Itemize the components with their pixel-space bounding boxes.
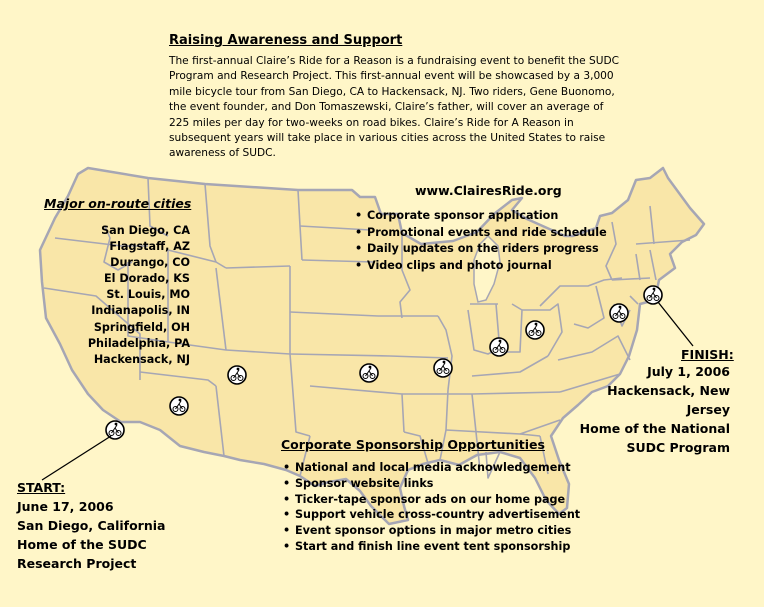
website-feature-label: Video clips and photo journal [367, 258, 552, 272]
corporate-item [283, 539, 580, 555]
website-feature-item [355, 258, 607, 275]
corporate-item [283, 492, 580, 508]
city-item: Indianapolis, IN [91, 304, 190, 318]
cyclist-icon [170, 397, 188, 415]
cities-list [58, 223, 190, 368]
website-feature-item [355, 208, 607, 225]
finish-callout-line [658, 302, 693, 346]
corporate-item [283, 460, 580, 476]
start-date: June 17, 2006 [17, 499, 114, 514]
cyclist-icon [360, 364, 378, 382]
finish-line3: Home of the National [579, 421, 730, 436]
corporate-item-label: Ticker-tape sponsor ads on our home page [295, 492, 566, 506]
city-item: El Dorado, KS [104, 272, 190, 286]
website-feature-label: Corporate sponsor application [367, 209, 559, 222]
start-line4: Research Project [17, 556, 137, 571]
corporate-heading: Corporate Sponsorship Opportunities [281, 437, 545, 452]
finish-place: Hackensack, New Jersey [607, 383, 730, 417]
website-heading: www.ClairesRide.org [415, 183, 562, 198]
corporate-item-label: Support vehicle cross-country advertisement [295, 508, 581, 522]
cyclist-icon [434, 359, 452, 377]
website-feature-item [355, 241, 607, 258]
cyclist-icon [526, 321, 544, 339]
cyclist-icon [228, 366, 246, 384]
city-item: St. Louis, MO [106, 288, 190, 302]
city-item: Springfield, OH [93, 320, 190, 334]
corporate-item-label: Sponsor website links [295, 476, 434, 490]
finish-line4: SUDC Program [626, 440, 730, 455]
corporate-item-label: Event sponsor options in major metro cities [295, 524, 572, 538]
corporate-item [283, 476, 580, 492]
intro-paragraph: The first-annual Claire’s Ride for a Reason is a fundraising event to benefit the SUDC Program and Research Project. This first-annual event will be showcased by a 3,000 mile bicycle tour from San Diego, CA to Hackensack, NJ. Two riders, Gene Buonomo, the event founder, and Don Tomaszewski, Claire’s father, will cover an average of 225 miles per day for two-weeks on road bikes. Claire’s Ride for A Reason in subsequent years will take place in various cities across the United States to raise awareness of SUDC. [169, 55, 620, 160]
corporate-item [283, 507, 580, 523]
corporate-item-label: National and local media acknowledgement [295, 461, 571, 474]
start-info [17, 497, 165, 573]
city-item: Flagstaff, AZ [109, 240, 190, 254]
cyclist-icon [106, 421, 124, 439]
cyclist-icon [644, 286, 662, 304]
finish-date: July 1, 2006 [647, 364, 730, 379]
website-feature-item [355, 225, 607, 242]
city-item: Hackensack, NJ [93, 352, 190, 366]
website-feature-label: Daily updates on the riders progress [367, 242, 599, 255]
corporate-opportunities-list [283, 460, 580, 555]
corporate-item-label: Start and finish line event tent sponsorship [295, 539, 571, 553]
start-callout-line [42, 436, 111, 480]
city-item: Philadelphia, PA [87, 336, 190, 350]
corporate-item [283, 523, 580, 539]
finish-heading: FINISH: [681, 347, 734, 362]
city-item: San Diego, CA [101, 224, 190, 237]
page-title: Raising Awareness and Support [169, 33, 403, 48]
website-feature-label: Promotional events and ride schedule [367, 225, 607, 239]
start-line3: Home of the SUDC [17, 537, 147, 552]
cyclist-icon [490, 338, 508, 356]
cities-heading: Major on-route cities [44, 196, 192, 211]
start-heading: START: [17, 480, 66, 495]
cyclist-icon [610, 304, 628, 322]
city-item: Durango, CO [110, 256, 190, 270]
website-features-list [355, 208, 607, 274]
start-place: San Diego, California [17, 518, 166, 533]
finish-info [560, 362, 730, 457]
